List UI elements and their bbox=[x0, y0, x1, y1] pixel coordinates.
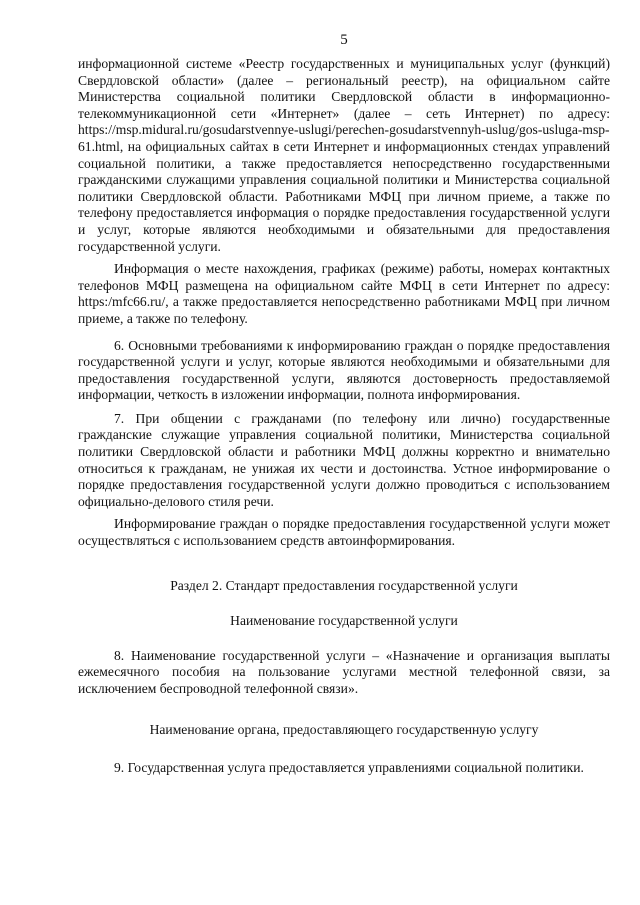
paragraph-information-sources: информационной системе «Реестр государственных и муниципальных услуг (функций) Свердловской области» (далее – региональный реестр), на официальном сайте Министерства социальной политики Свердловской области в информационно-телекоммуникационной сети «Интернет» (далее – сеть Интернет) по адресу: https://msp.midural.ru/gosudarstvennye-uslugi/perechen-gosudarstvennyh-uslug/gos-usluga-msp-61.html, на официальных сайтах в сети Интернет и информационных стендах управлений социальной политики, а также предоставляется непосредственно государственными гражданскими служащими управления социальной политики и Министерства социальной политики Свердловской области. Работниками МФЦ при личном приеме, а также по телефону предоставляется информация о порядке предоставления государственной услуги и услуг, которые являются необходимыми и обязательными для предоставления государственной услуги. bbox=[78, 56, 610, 254]
paragraph-mfc-information: Информация о месте нахождения, графиках (режиме) работы, номерах контактных телефонов МФЦ размещена на официальном сайте МФЦ в сети Интернет по адресу: https:/mfc66.ru/, а также предоставляется непосредственно работниками МФЦ при личном приеме, а также по телефону. bbox=[78, 261, 610, 326]
section-2-heading: Раздел 2. Стандарт предоставления государственной услуги bbox=[170, 577, 518, 593]
paragraph-clause-7: 7. При общении с гражданами (по телефону или лично) государственные гражданские служащие управления социальной политики, Министерства социальной политики Свердловской области и работники МФЦ должны корректно и внимательно относиться к гражданам, не унижая их чести и достоинства. Устное информирование о порядке предоставления государственной услуги должно проводиться с использованием официально-делового стиля речи. bbox=[78, 410, 610, 509]
paragraph-clause-9: 9. Государственная услуга предоставляется управлениями социальной политики. bbox=[114, 760, 584, 776]
paragraph-auto-informing: Информирование граждан о порядке предоставления государственной услуги может осуществляться с использованием средств автоинформирования. bbox=[78, 516, 610, 549]
organ-name-heading: Наименование органа, предоставляющего государственную услугу bbox=[149, 721, 539, 737]
page-number: 5 bbox=[340, 32, 348, 48]
paragraph-clause-6: 6. Основными требованиями к информированию граждан о порядке предоставления государственной услуги и услуг, которые являются необходимыми и обязательными для предоставления государственной услуги, являются достоверность предоставляемой информации, четкость в изложении информации, полнота информирования. bbox=[78, 337, 610, 403]
service-name-heading: Наименование государственной услуги bbox=[230, 613, 458, 629]
paragraph-clause-8: 8. Наименование государственной услуги – «Назначение и организация выплаты ежемесячного пособия на пользование услугами местной телефонной связи, за исключением беспроводной телефонной связи». bbox=[78, 647, 610, 696]
